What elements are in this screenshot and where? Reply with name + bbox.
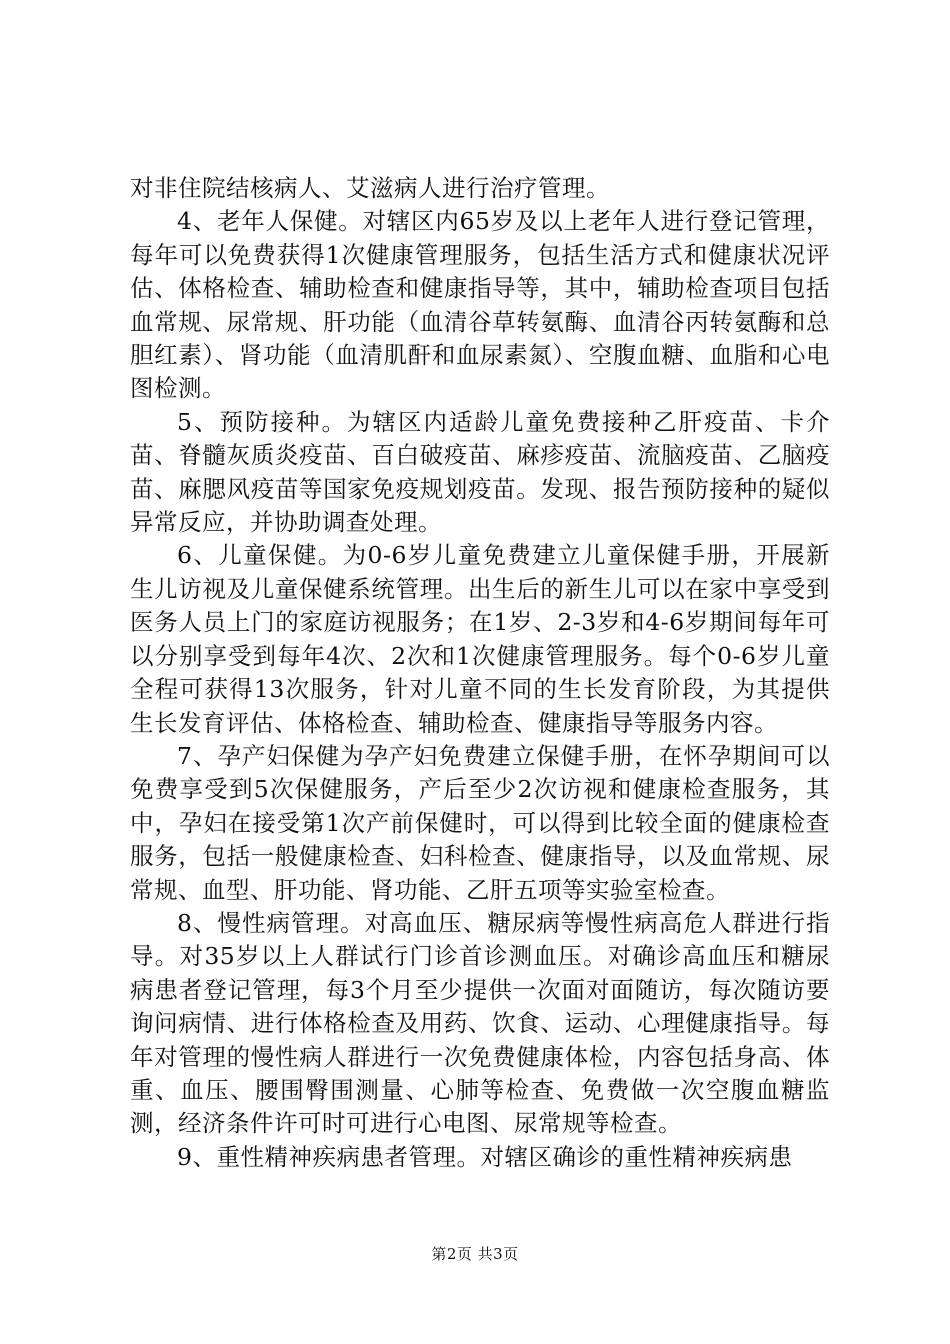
paragraph-maternal-health: 7、孕产妇保健为孕产妇免费建立保健手册，在怀孕期间可以免费享受到5次保健服务，产后至少2次访视和健康检查服务，其中，孕妇在接受第1次产前保健时，可以得到比较全面的健康检查服务，包括一般健康检查、妇科检查、健康指导，以及血常规、尿常规、血型、肝功能、肾功能、乙肝五项等实验室检查。: [130, 741, 830, 904]
paragraph-chronic-disease: 8、慢性病管理。对高血压、糖尿病等慢性病高危人群进行指导。对35岁以上人群试行门诊首诊测血压。对确诊高血压和糖尿病患者登记管理，每3个月至少提供一次面对面随访，每次随访要询问病情、进行体格检查及用药、饮食、运动、心理健康指导。每年对管理的慢性病人群进行一次免费健康体检，内容包括身高、体重、血压、腰围臀围测量、心肺等检查、免费做一次空腹血糖监测，经济条件许可时可进行心电图、尿常规等检查。: [130, 908, 830, 1138]
paragraph-child-health: 6、儿童保健。为0-6岁儿童免费建立儿童保健手册，开展新生儿访视及儿童保健系统管理。出生后的新生儿可以在家中享受到医务人员上门的家庭访视服务；在1岁、2-3岁和4-6岁期间每年可以分别享受到每年4次、2次和1次健康管理服务。每个0-6岁儿童全程可获得13次服务，针对儿童不同的生长发育阶段，为其提供生长发育评估、体格检查、辅助检查、健康指导等服务内容。: [130, 541, 830, 737]
paragraph-tb-treatment: 对非住院结核病人、艾滋病人进行治疗管理。: [130, 174, 610, 202]
paragraph-elderly-care: 4、老年人保健。对辖区内65岁及以上老年人进行登记管理，每年可以免费获得1次健康管理服务，包括生活方式和健康状况评估、体格检查、辅助检查和健康指导等，其中，辅助检查项目包括血常规、尿常规、肝功能（血清谷草转氨酶、血清谷丙转氨酶和总胆红素）、肾功能（血清肌酐和血尿素氮）、空腹血糖、血脂和心电图检测。: [130, 207, 830, 403]
paragraph-mental-illness: 9、重性精神疾病患者管理。对辖区确诊的重性精神疾病患: [177, 1142, 793, 1171]
page-number-footer: 第2页 共3页: [431, 1245, 519, 1263]
document-body: [130, 172, 830, 1174]
paragraph-vaccination: 5、预防接种。为辖区内适龄儿童免费接种乙肝疫苗、卡介苗、脊髓灰质炎疫苗、百白破疫苗、麻疹疫苗、流脑疫苗、乙脑疫苗、麻腮风疫苗等国家免疫规划疫苗。发现、报告预防接种的疑似异常反应，并协助调查处理。: [130, 407, 830, 537]
